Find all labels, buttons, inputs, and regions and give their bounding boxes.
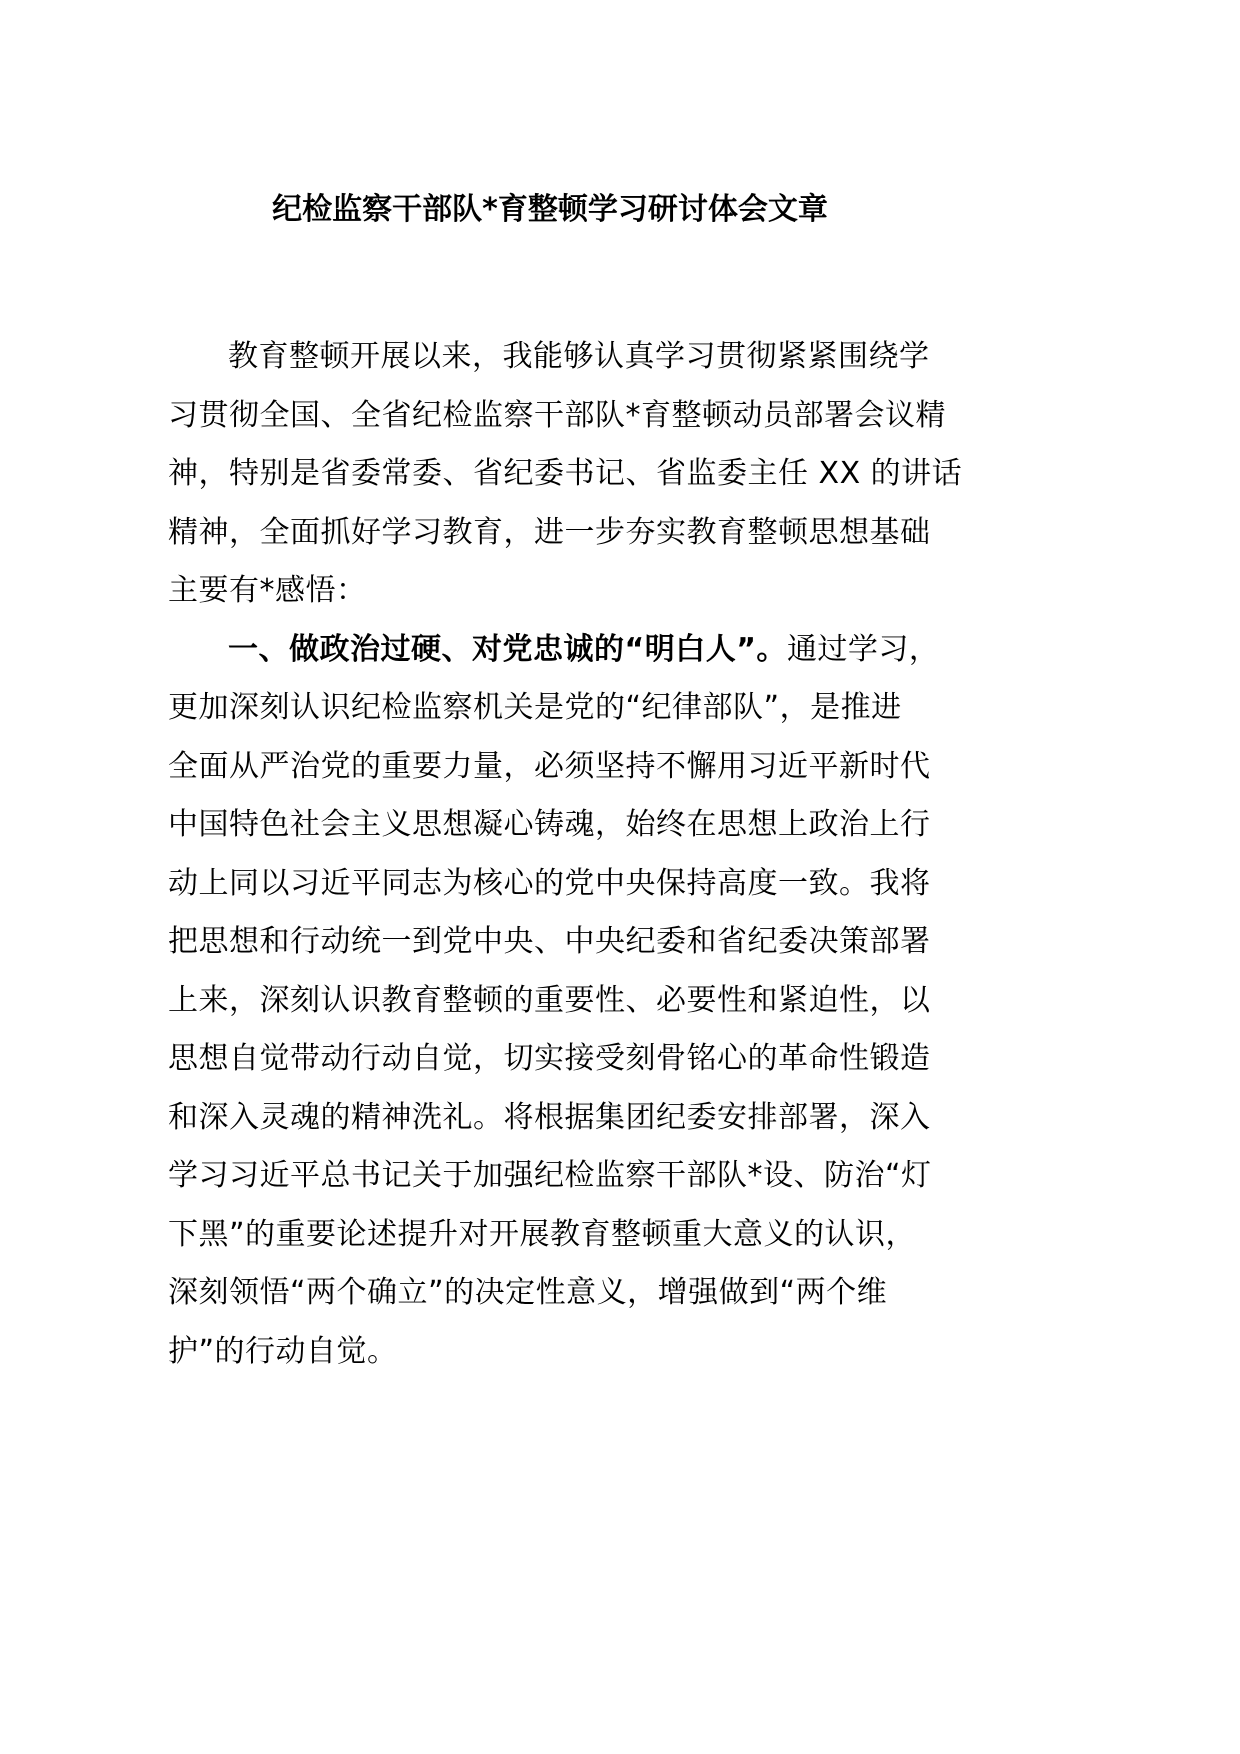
paragraph-line: 思想自觉带动行动自觉，切实接受刻骨铭心的革命性锻造 (168, 1041, 931, 1076)
paragraph-line: 把思想和行动统一到党中央、中央纪委和省纪委决策部署 (168, 924, 931, 959)
paragraph-line: 习贯彻全国、全省纪检监察干部队*育整顿动员部署会议精 (168, 397, 946, 433)
paragraph-line: 神，特别是省委常委、省纪委书记、省监委主任 XX 的讲话 (168, 456, 963, 491)
section-heading: 一、做政治过硬、对党忠诚的“明白人”。 (228, 631, 787, 667)
paragraph-line: 上来，深刻认识教育整顿的重要性、必要性和紧迫性，以 (168, 982, 931, 1018)
paragraph-line: 动上同以习近平同志为核心的党中央保持高度一致。我将 (168, 865, 931, 901)
paragraph-line: 下黑”的重要论述提升对开展教育整顿重大意义的认识， (168, 1216, 917, 1252)
paragraph-line: 精神，全面抓好学习教育，进一步夯实教育整顿思想基础 (168, 514, 931, 550)
paragraph-line: 深刻领悟“两个确立”的决定性意义，增强做到“两个维 (168, 1275, 888, 1310)
paragraph-line: 中国特色社会主义思想凝心铸魂，始终在思想上政治上行 (168, 807, 931, 842)
section-heading-tail: 通过学习， (786, 631, 940, 667)
document-title: 纪检监察干部队*育整顿学习研讨体会文章 (272, 192, 828, 227)
section-heading-line (168, 621, 958, 680)
paragraph-line: 主要有*感悟： (168, 573, 367, 608)
paragraph-line: 护”的行动自觉。 (168, 1333, 398, 1369)
paragraph-line: 更加深刻认识纪检监察机关是党的“纪律部队”，是推进 (168, 690, 902, 725)
paragraph-line: 学习习近平总书记关于加强纪检监察干部队*设、防治“灯 (168, 1158, 932, 1193)
paragraph-line: 全面从严治党的重要力量，必须坚持不懈用习近平新时代 (168, 748, 931, 784)
document-body (168, 328, 963, 1381)
paragraph-line: 和深入灵魂的精神洗礼。将根据集团纪委安排部署，深入 (168, 1099, 931, 1135)
paragraph-line: 教育整顿开展以来，我能够认真学习贯彻紧紧围绕学 (228, 339, 930, 374)
